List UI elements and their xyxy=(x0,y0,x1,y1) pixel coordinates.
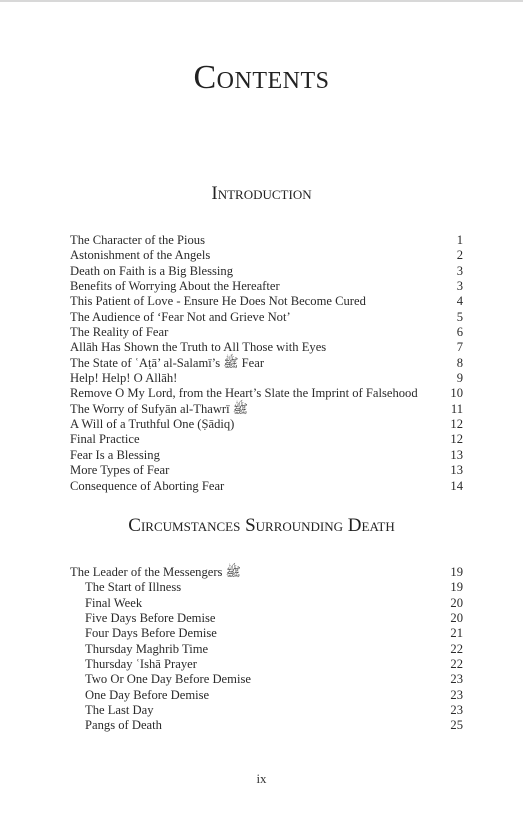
toc-entry-title: Final Practice xyxy=(70,432,140,447)
toc-entry-title: The Last Day xyxy=(85,703,154,718)
toc-entry[interactable] xyxy=(70,626,463,641)
toc-entry[interactable] xyxy=(70,642,463,657)
toc-entry[interactable] xyxy=(70,417,463,432)
toc-entry-page: 3 xyxy=(456,279,463,294)
toc-entry-page: 23 xyxy=(450,687,463,702)
toc-entry-page: 1 xyxy=(456,233,463,247)
toc-entry[interactable] xyxy=(70,340,463,355)
toc-entry-title: The Start of Illness xyxy=(85,580,182,595)
toc-entry-title: A Will of a Truthful One (Ṣādiq) xyxy=(70,417,235,432)
toc-entry-title: Thursday ʿIshā Prayer xyxy=(85,657,197,672)
toc-entry-title: Death on Faith is a Big Blessing xyxy=(70,263,234,278)
toc-entry-page: 11 xyxy=(450,401,463,416)
toc-entry[interactable] xyxy=(70,279,463,294)
toc-entry-page: 22 xyxy=(450,641,463,656)
toc-entry[interactable] xyxy=(70,264,463,279)
toc-entry-title: Astonishment of the Angels xyxy=(70,248,211,263)
toc-entry[interactable] xyxy=(70,580,463,595)
toc-entry-page: 9 xyxy=(456,371,463,386)
toc-entry[interactable] xyxy=(70,672,463,687)
toc-entry-page: 23 xyxy=(450,703,463,718)
toc-entry-title: Final Week xyxy=(85,595,143,610)
toc-entry-page: 4 xyxy=(456,294,463,309)
toc-entry[interactable] xyxy=(70,356,463,371)
toc-entry[interactable] xyxy=(70,402,463,417)
toc-entry-title: Benefits of Worrying About the Hereafter xyxy=(70,279,280,294)
toc-entry-page: 23 xyxy=(450,672,463,687)
toc-entry-title: The Character of the Pious xyxy=(70,233,205,247)
toc-entry-title: One Day Before Demise xyxy=(85,687,210,702)
toc-entry-page: 3 xyxy=(456,263,463,278)
toc-entry[interactable] xyxy=(70,432,463,447)
toc-entry-title: The Reality of Fear xyxy=(70,325,169,340)
toc-entry[interactable] xyxy=(70,325,463,340)
toc-entry-page: 7 xyxy=(456,340,463,355)
toc-entry-title: Remove O My Lord, from the Heart’s Slate the Imprint of Falsehood xyxy=(70,386,418,401)
toc-entry-title: Allāh Has Shown the Truth to All Those with Eyes xyxy=(70,340,327,355)
toc-entry-page: 13 xyxy=(450,447,463,462)
section-title-introduction: Introduction xyxy=(211,183,312,204)
toc-entry-page: 19 xyxy=(450,580,463,595)
toc-entry[interactable] xyxy=(70,294,463,309)
toc-entry[interactable] xyxy=(70,657,463,672)
toc-entry[interactable] xyxy=(70,463,463,478)
toc-entry-title: Four Days Before Demise xyxy=(85,626,217,641)
section-title-circumstances: Circumstances Surrounding Death xyxy=(128,515,395,536)
toc-entry-title: More Types of Fear xyxy=(70,463,170,478)
toc-entry[interactable] xyxy=(70,310,463,325)
toc-entry-title: Thursday Maghrib Time xyxy=(85,641,209,656)
toc-entry-title: Consequence of Aborting Fear xyxy=(70,478,225,493)
toc-entry-page: 12 xyxy=(450,432,463,447)
toc-entry[interactable] xyxy=(70,386,463,401)
toc-entry-page: 12 xyxy=(450,417,463,432)
toc-entry-page: 8 xyxy=(456,355,463,370)
toc-entry[interactable] xyxy=(70,248,463,263)
toc-entry-title: Five Days Before Demise xyxy=(85,611,216,626)
toc-entry[interactable] xyxy=(70,371,463,386)
toc-entry[interactable] xyxy=(70,479,463,494)
toc-entry-title: Pangs of Death xyxy=(85,718,162,733)
toc-entry[interactable] xyxy=(70,233,463,248)
toc-entry-page: 6 xyxy=(456,325,463,340)
toc-list-circumstances xyxy=(70,565,463,734)
toc-entry[interactable] xyxy=(70,703,463,718)
toc-entry-page: 21 xyxy=(450,626,463,641)
page-title: Contents xyxy=(193,59,330,96)
toc-entry-title: Two Or One Day Before Demise xyxy=(85,672,251,687)
toc-entry-title: Fear Is a Blessing xyxy=(70,447,160,462)
toc-entry-page: 2 xyxy=(456,248,463,263)
toc-entry-page: 20 xyxy=(450,595,463,610)
toc-entry-page: 22 xyxy=(450,657,463,672)
page-number: ix xyxy=(256,771,267,786)
toc-entry-page: 5 xyxy=(456,309,463,324)
toc-list-introduction xyxy=(70,233,463,494)
toc-entry-page: 19 xyxy=(450,565,463,579)
toc-entry-page: 14 xyxy=(450,478,463,493)
toc-entry[interactable] xyxy=(70,448,463,463)
toc-entry-title: Help! Help! O Allāh! xyxy=(70,371,178,386)
toc-entry[interactable] xyxy=(70,718,463,733)
toc-entry[interactable] xyxy=(70,611,463,626)
toc-entry-page: 25 xyxy=(450,718,463,733)
toc-entry[interactable] xyxy=(70,688,463,703)
toc-entry-title: The Worry of Sufyān al-Thawrī ﷺ xyxy=(70,401,248,416)
top-border xyxy=(0,0,523,2)
toc-entry[interactable] xyxy=(70,565,463,580)
toc-entry[interactable] xyxy=(70,596,463,611)
toc-entry-page: 10 xyxy=(450,386,463,401)
toc-entry-page: 20 xyxy=(450,611,463,626)
toc-entry-title: The State of ʿAṭā’ al-Salamī’s ﷺ Fear xyxy=(70,355,265,370)
toc-entry-title: The Audience of ‘Fear Not and Grieve Not’ xyxy=(70,309,291,324)
toc-entry-title: This Patient of Love - Ensure He Does Not Become Cured xyxy=(70,294,366,309)
toc-entry-title: The Leader of the Messengers ﷺ xyxy=(70,565,241,579)
toc-entry-page: 13 xyxy=(450,463,463,478)
